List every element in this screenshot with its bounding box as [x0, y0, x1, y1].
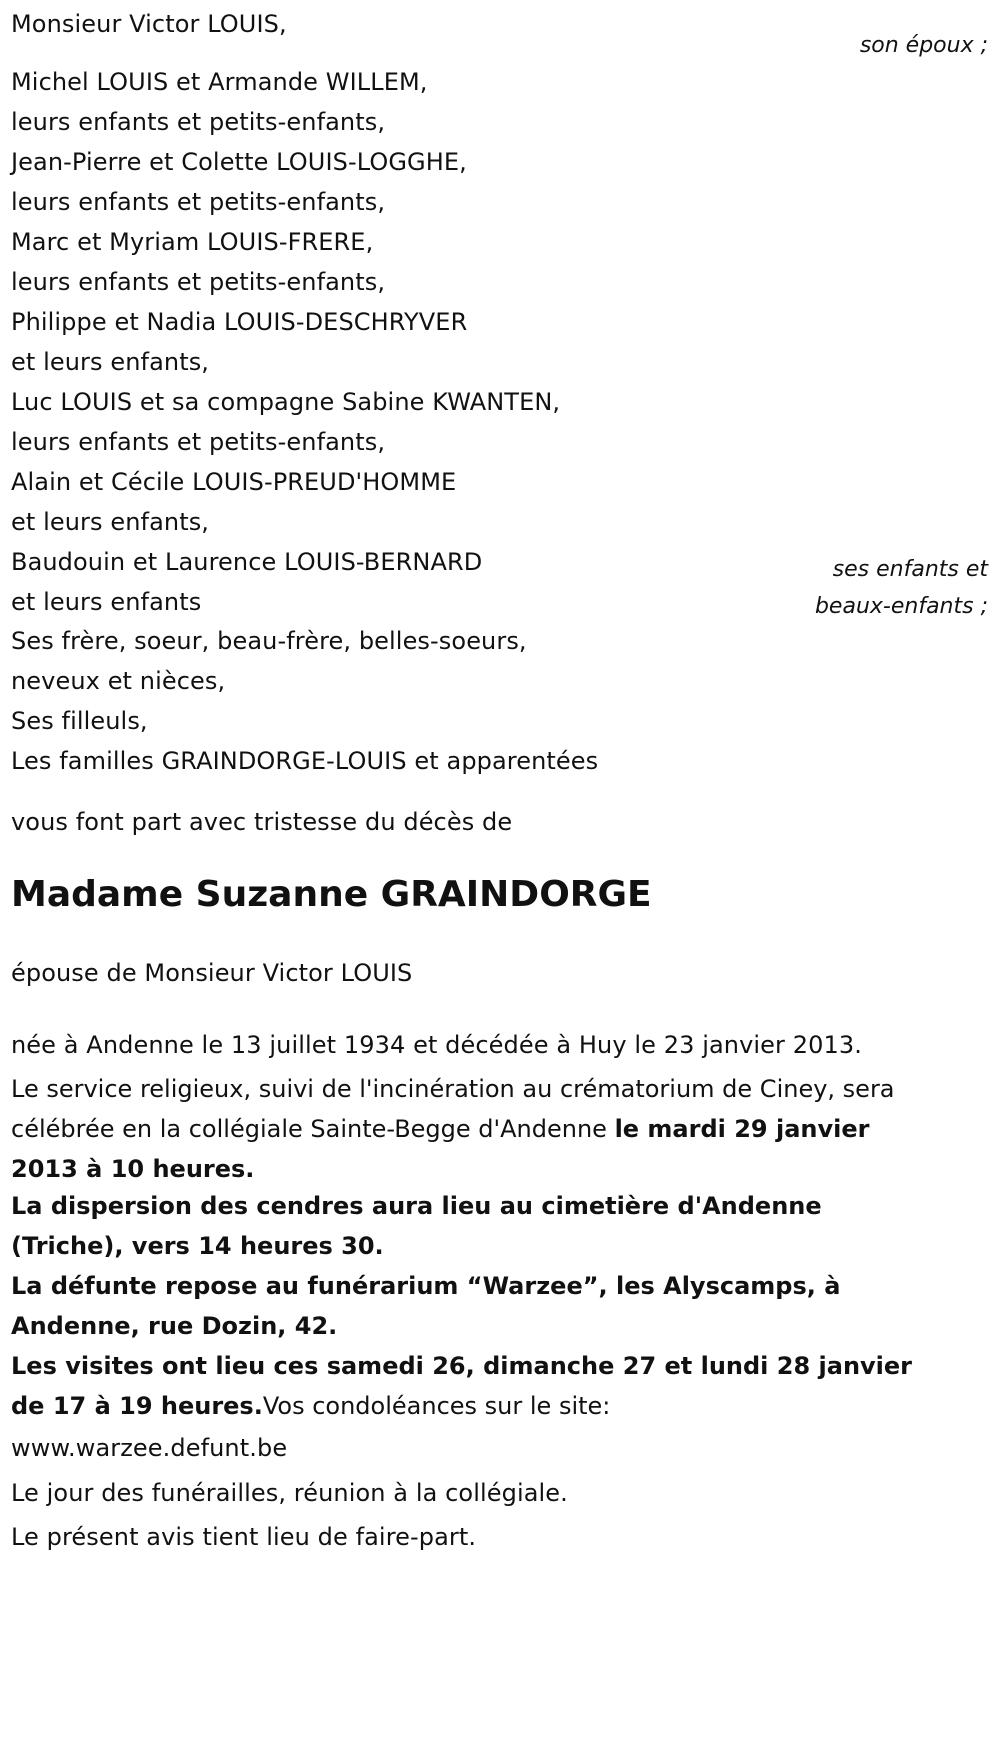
notice-line: Le présent avis tient lieu de faire-part.	[11, 1523, 477, 1551]
children-list	[11, 62, 560, 622]
deceased-name: Madame Suzanne GRAINDORGE	[11, 874, 652, 915]
family-line: Les familles GRAINDORGE-LOUIS et apparentées	[11, 747, 599, 775]
children-line: et leurs enfants,	[11, 348, 210, 376]
intro-line: vous font part avec tristesse du décès de	[11, 808, 513, 836]
family-line: neveux et nièces,	[11, 667, 226, 695]
funeral-day-line: Le jour des funérailles, réunion à la collégiale.	[11, 1479, 568, 1507]
children-line: Jean-Pierre et Colette LOUIS-LOGGHE,	[11, 148, 467, 176]
visits-paragraph	[11, 1346, 941, 1426]
service-text: Le service religieux, suivi de l'incinération au crématorium de Ciney, sera célébrée en la collégiale Sainte-Begge d'Andenne	[11, 1075, 895, 1143]
children-line: Luc LOUIS et sa compagne Sabine KWANTEN,	[11, 388, 561, 416]
service-paragraph	[11, 1069, 941, 1189]
children-role-line-1: ses enfants et	[832, 557, 988, 582]
children-line: Baudouin et Laurence LOUIS-BERNARD	[11, 548, 483, 576]
repose-paragraph: La défunte repose au funérarium “Warzee”, les Alyscamps, à Andenne, rue Dozin, 42.	[11, 1272, 841, 1340]
children-line: et leurs enfants	[11, 588, 202, 616]
children-line: Marc et Myriam LOUIS-FRERE,	[11, 228, 374, 256]
family-line: Ses frère, soeur, beau-frère, belles-soeurs,	[11, 627, 527, 655]
service-date: le mardi 29 janvier 2013 à 10 heures.	[11, 1115, 870, 1183]
spouse-role: son époux ;	[859, 33, 988, 58]
children-line: Alain et Cécile LOUIS-PREUD'HOMME	[11, 468, 457, 496]
dispersion-paragraph: La dispersion des cendres aura lieu au cimetière d'Andenne (Triche), vers 14 heures 30.	[11, 1192, 822, 1260]
children-role-line-2: beaux-enfants ;	[814, 594, 988, 619]
children-line: Michel LOUIS et Armande WILLEM,	[11, 68, 428, 96]
family-line: Ses filleuls,	[11, 707, 148, 735]
children-line: et leurs enfants,	[11, 508, 210, 536]
spouse-line: Monsieur Victor LOUIS,	[11, 10, 287, 38]
family-list	[11, 621, 598, 781]
website-line	[11, 1428, 287, 1468]
children-line: leurs enfants et petits-enfants,	[11, 108, 386, 136]
wife-of-line: épouse de Monsieur Victor LOUIS	[11, 959, 413, 987]
visits-text: Les visites ont lieu ces samedi 26, dimanche 27 et lundi 28 janvier de 17 à 19 heures.	[11, 1352, 913, 1420]
children-line: leurs enfants et petits-enfants,	[11, 268, 386, 296]
condolences-text: Vos condoléances sur le site:	[262, 1392, 611, 1420]
birth-death-line: née à Andenne le 13 juillet 1934 et décédée à Huy le 23 janvier 2013.	[11, 1031, 862, 1059]
children-line: leurs enfants et petits-enfants,	[11, 428, 386, 456]
children-line: leurs enfants et petits-enfants,	[11, 188, 386, 216]
website-link[interactable]: www.warzee.defunt.be	[11, 1434, 288, 1462]
children-line: Philippe et Nadia LOUIS-DESCHRYVER	[11, 308, 468, 336]
